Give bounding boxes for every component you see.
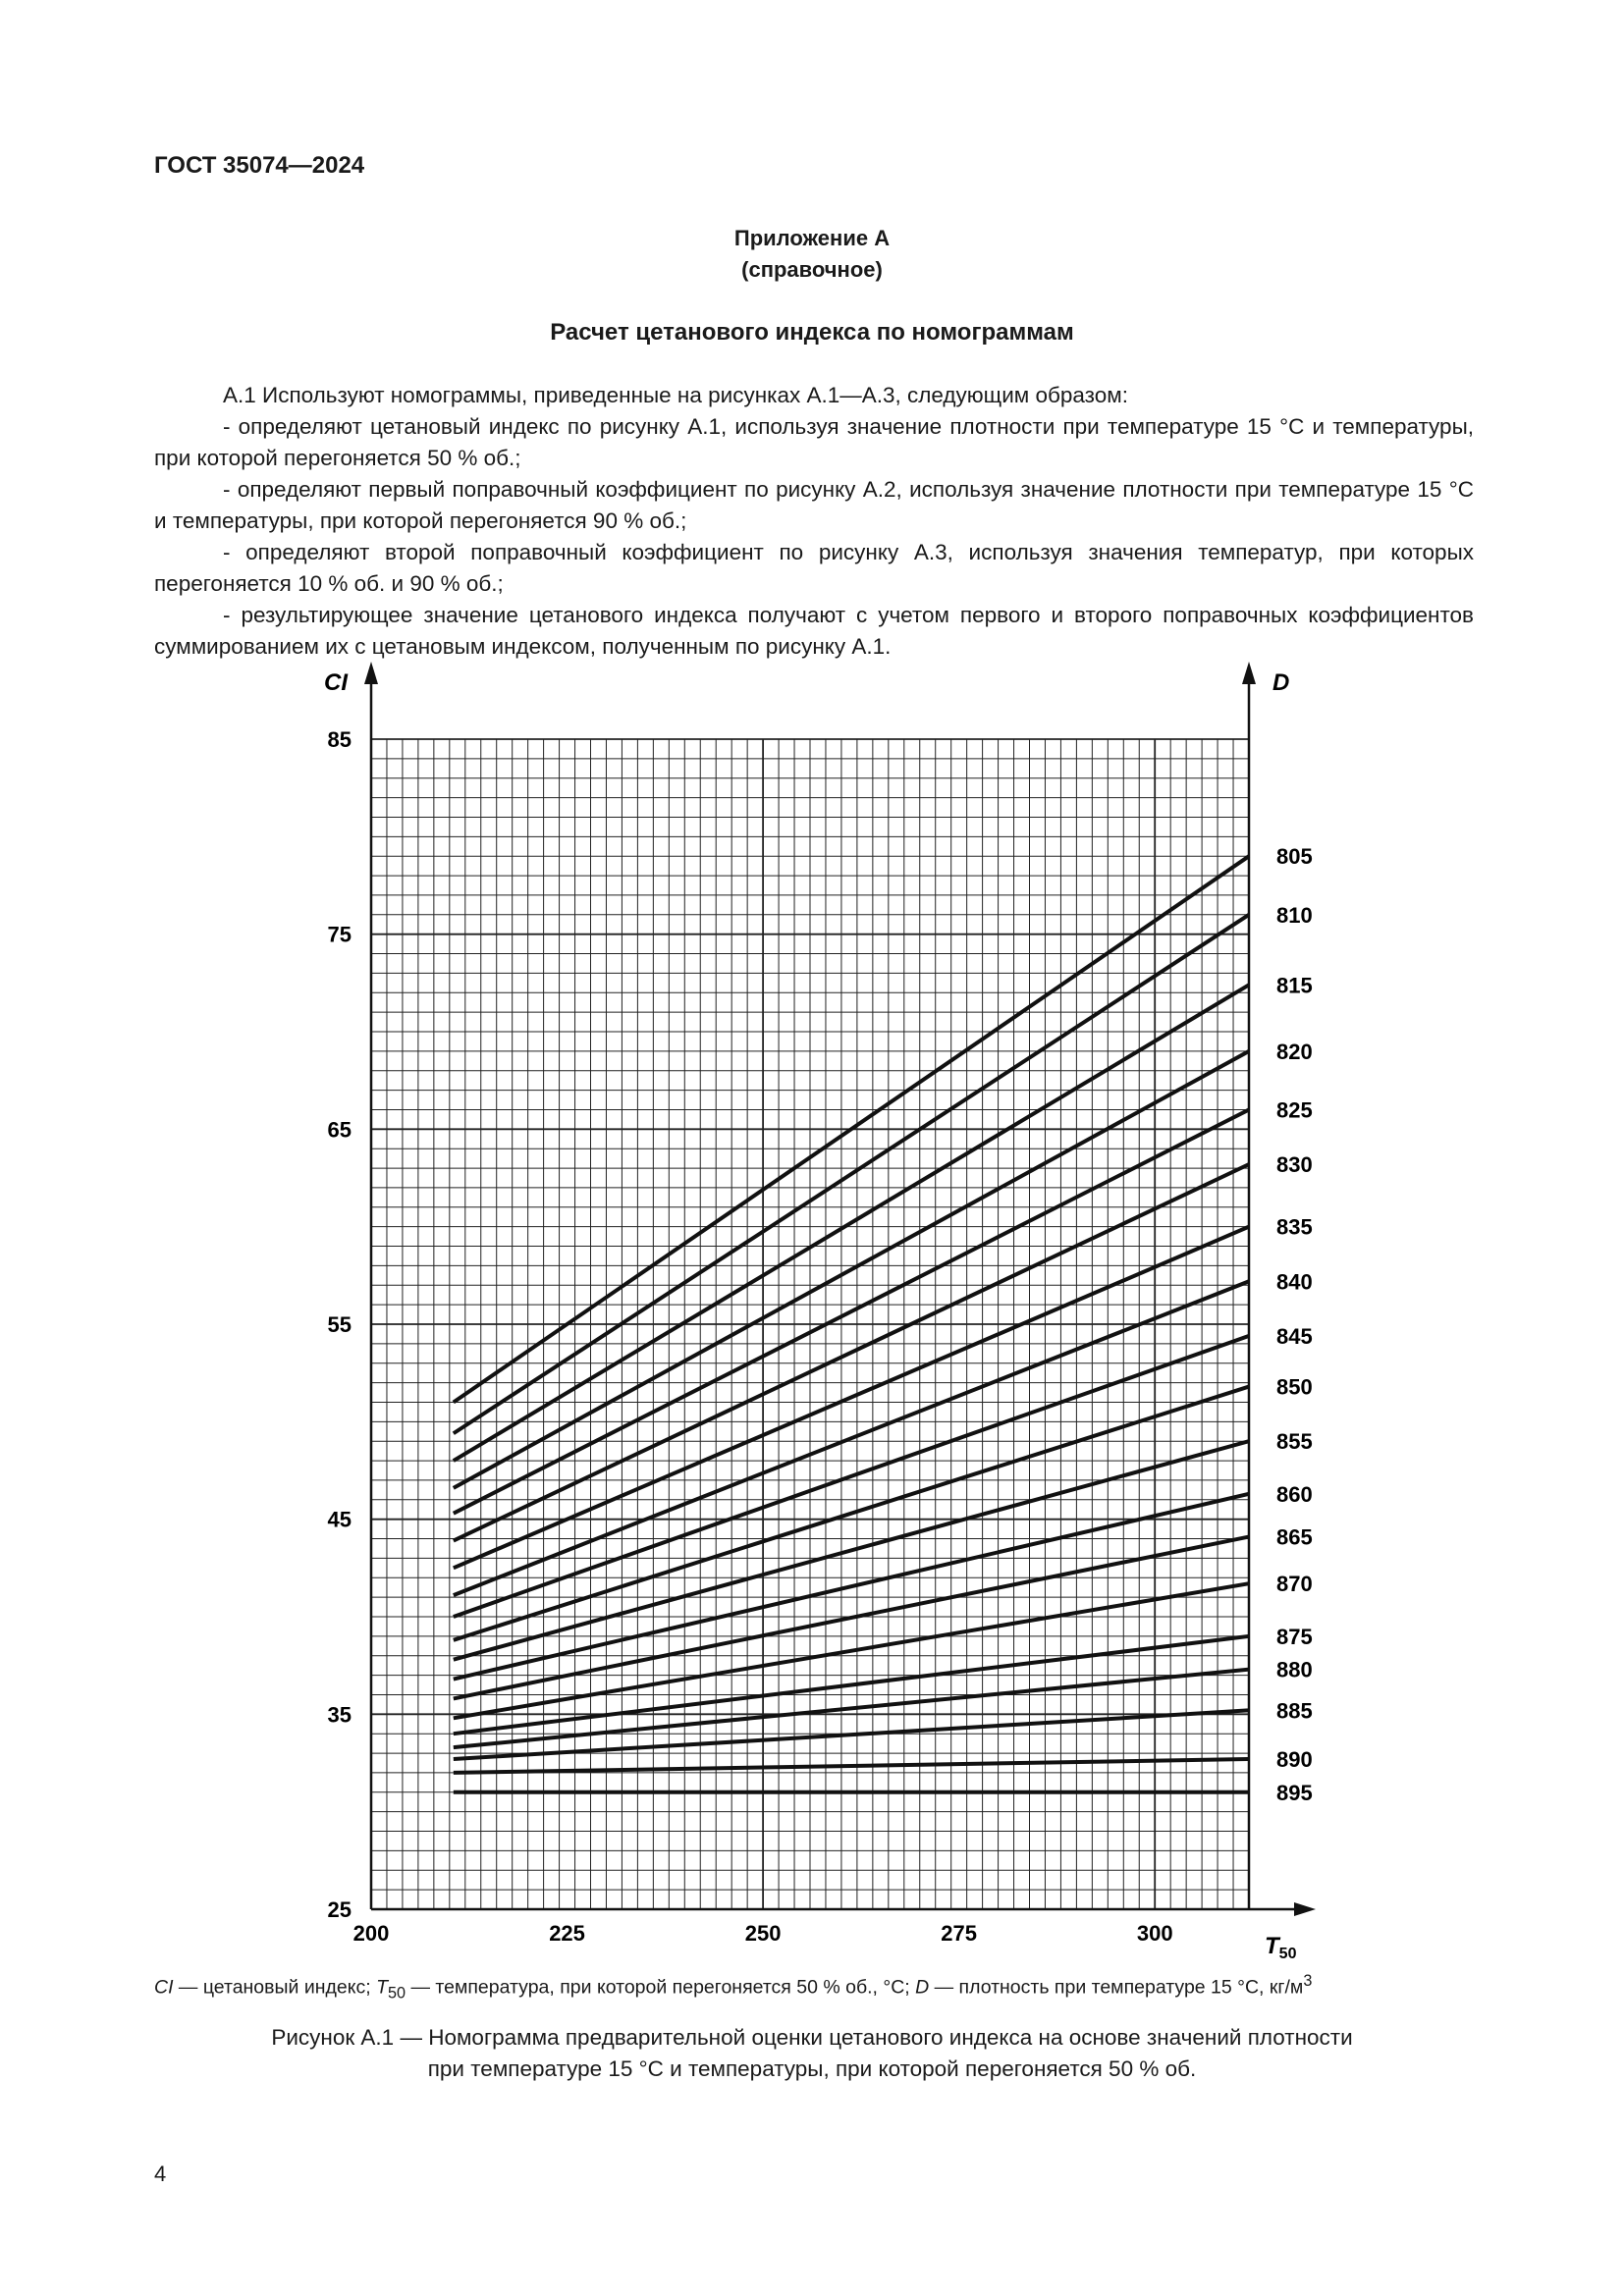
- x-axis-label: $T_{50}$: [1265, 1933, 1297, 1962]
- paragraph: А.1 Используют номограммы, приведенные на рисунках А.1—А.3, следующим образом:: [223, 383, 1128, 407]
- series-line-840: [454, 1281, 1249, 1595]
- caption-line-2: при температуре 15 °С и температуры, при которой перегоняется 50 % об.: [427, 2056, 1197, 2081]
- paragraph: - определяют первый поправочный коэффициент по рисунку А.2, используя значение плотности при температуре 15 °С и температуры, при которой перегоняется 90 % об.;: [154, 477, 1474, 533]
- y-tick-label: 35: [327, 1702, 352, 1728]
- paragraph: - определяют цетановый индекс по рисунку А.1, используя значение плотности при температуре 15 °С и температуры, при которой перегоняется 50 % об.;: [154, 414, 1474, 470]
- y-tick-label: 25: [327, 1897, 352, 1922]
- series-label: 855: [1276, 1429, 1313, 1455]
- appendix-label: Приложение А: [733, 226, 891, 250]
- y-axis-arrow: [364, 662, 378, 684]
- series-label: 830: [1276, 1152, 1313, 1178]
- series-label: 880: [1276, 1657, 1313, 1682]
- series-label: 845: [1276, 1323, 1313, 1349]
- series-label: 890: [1276, 1747, 1313, 1773]
- y-axis-label: CI: [324, 669, 348, 696]
- series-label: 820: [1276, 1039, 1313, 1064]
- appendix-type: (справочное): [741, 257, 883, 282]
- legend-d-sup: 3: [1303, 1972, 1313, 1990]
- y-tick-label: 45: [327, 1507, 352, 1532]
- body-text: [154, 380, 1474, 663]
- series-line-825: [454, 1109, 1249, 1513]
- series-line-865: [454, 1537, 1249, 1699]
- legend-d-text: — плотность при температуре 15 °С, кг/м: [929, 1976, 1304, 1999]
- y-tick-label: 65: [327, 1117, 352, 1143]
- legend-ci-text: — цетановый индекс;: [173, 1976, 377, 1999]
- right-axis-label: D: [1272, 669, 1290, 696]
- standard-number: ГОСТ 35074—2024: [154, 152, 365, 179]
- series-label: 870: [1276, 1572, 1313, 1597]
- series-line-890: [454, 1759, 1249, 1773]
- series-label: 840: [1276, 1269, 1313, 1295]
- legend-ci-symbol: CI: [154, 1976, 174, 1999]
- series-label: 825: [1276, 1097, 1313, 1123]
- series-label: 860: [1276, 1481, 1313, 1507]
- legend-t-text: — температура, при которой перегоняется 50 % об., °С;: [406, 1976, 916, 1999]
- series-label: 885: [1276, 1698, 1313, 1724]
- series-label: 835: [1276, 1214, 1313, 1240]
- nomogram-figure: [0, 648, 1624, 1963]
- series-label: 805: [1276, 844, 1313, 870]
- x-tick-label: 275: [941, 1921, 978, 1946]
- page-number: 4: [154, 2162, 167, 2186]
- series-label: 875: [1276, 1624, 1313, 1649]
- legend-d-symbol: D: [915, 1976, 930, 1999]
- grid: [371, 739, 1249, 1909]
- series-label: 895: [1276, 1780, 1313, 1805]
- caption-line-1: Рисунок А.1 — Номограмма предварительной оценки цетанового индекса на основе значений плотности: [271, 2025, 1353, 2050]
- x-axis-arrow: [1294, 1902, 1316, 1916]
- y-tick-label: 85: [327, 727, 352, 752]
- series-label: 865: [1276, 1524, 1313, 1550]
- paragraph: - определяют второй поправочный коэффициент по рисунку А.3, используя значения температур, при которых перегоняется 10 % об. и 90 % об.;: [154, 540, 1474, 596]
- x-tick-label: 250: [744, 1921, 782, 1946]
- paragraph: - результирующее значение цетанового индекса получают с учетом первого и второго поправочных коэффициентов суммированием их с цетановым индексом, полученным по рисунку А.1.: [154, 603, 1474, 659]
- series-label: 815: [1276, 973, 1313, 998]
- section-title: Расчет цетанового индекса по номограммам: [550, 319, 1074, 346]
- series-line-820: [454, 1051, 1249, 1488]
- right-axis-arrow: [1242, 662, 1256, 684]
- x-tick-label: 225: [549, 1921, 585, 1946]
- y-tick-label: 55: [327, 1312, 352, 1337]
- x-axis-label-sub: 50: [1278, 1946, 1297, 1962]
- series-line-845: [454, 1336, 1249, 1617]
- series-label: 810: [1276, 902, 1313, 928]
- series-line-855: [454, 1441, 1249, 1660]
- figure-legend: [154, 1972, 1474, 2002]
- tick-labels: [328, 727, 1313, 1946]
- y-tick-label: 75: [327, 922, 352, 947]
- legend-t-sub: 50: [387, 1984, 406, 2002]
- legend-t-symbol: T: [376, 1976, 388, 1999]
- x-tick-label: 200: [352, 1921, 390, 1946]
- nomogram-chart: [0, 648, 1624, 1963]
- series-line-835: [454, 1227, 1249, 1569]
- figure-caption: [0, 2022, 1624, 2085]
- x-tick-label: 300: [1136, 1921, 1173, 1946]
- series-label: 850: [1276, 1374, 1313, 1400]
